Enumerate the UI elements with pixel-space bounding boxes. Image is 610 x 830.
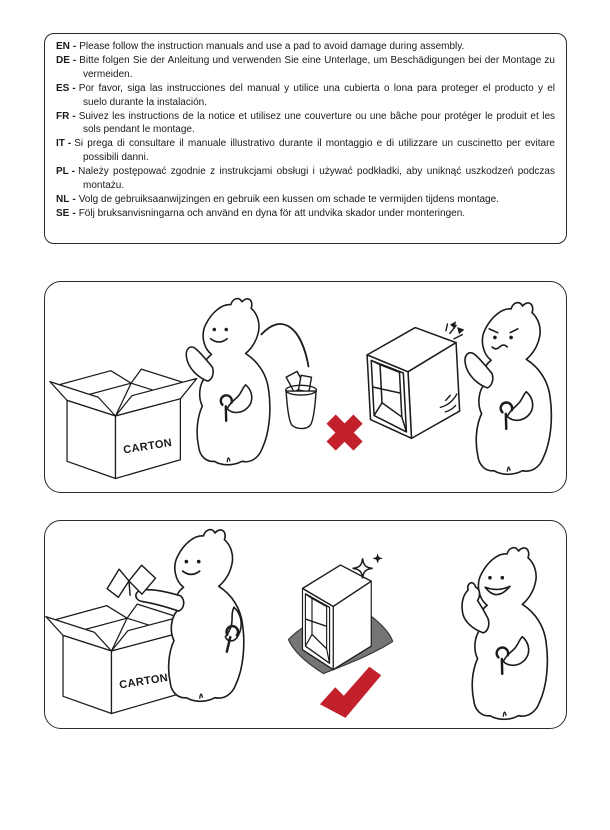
lang-text: Por favor, siga las instrucciones del manual y utilice una cubierta o lona para proteger el producto y el suelo durante la instalación. (78, 82, 555, 108)
separator: - (72, 41, 77, 52)
character-discarding-manual (186, 299, 270, 465)
check-icon (320, 667, 381, 718)
panel-correct-way (44, 520, 567, 729)
separator: - (67, 138, 72, 150)
separator: - (72, 207, 76, 219)
wrong-way-illustration (45, 282, 566, 492)
lang-text: Suivez les instructions de la notice et utilisez une couverture ou une bâche pour protéger le produit et les sols pendant le montage. (78, 110, 555, 136)
lang-code: NL (56, 193, 70, 205)
lang-text: Volg de gebruiksaanwijzingen en gebruik een kussen om schade te vermijden tijdens montage. (78, 193, 499, 205)
character-thumbs-up (462, 548, 547, 720)
lang-text: Please follow the instruction manuals and use a pad to avoid damage during assembly. (79, 41, 465, 52)
instruction-entry-it (56, 137, 555, 165)
instruction-entry-fr (56, 110, 555, 138)
separator: - (72, 82, 76, 94)
lang-code: PL (56, 166, 69, 178)
lang-text: Bitte folgen Sie der Anleitung und verwenden Sie eine Unterlage, um Beschädigungen bei der Montage zu vermeiden. (79, 54, 555, 80)
lang-code: ES (56, 82, 70, 94)
instruction-entry-se (56, 207, 555, 221)
trash-bin (286, 371, 317, 428)
instruction-entry-nl (56, 193, 555, 207)
lang-text: Följ bruksanvisningarna och använd en dyna för att undvika skador under monteringen. (78, 207, 466, 219)
separator: - (72, 193, 76, 205)
throw-arc (261, 324, 308, 366)
instruction-entry-pl (56, 165, 555, 193)
carton-box (50, 369, 197, 478)
lang-code: SE (56, 207, 70, 219)
separator: - (72, 54, 77, 66)
lang-code: EN (56, 41, 70, 52)
cross-icon (318, 406, 372, 460)
instruction-entry-de (56, 54, 555, 82)
lang-code: DE (56, 54, 70, 66)
carton-label: CARTON (122, 436, 174, 457)
lang-code: IT (56, 138, 65, 150)
panel-wrong-way (44, 281, 567, 493)
correct-way-illustration (45, 521, 566, 728)
carton-label: CARTON (118, 671, 170, 692)
instructions-box (44, 33, 567, 244)
separator: - (72, 110, 76, 122)
instruction-entry-en (56, 40, 555, 54)
character-worried (465, 303, 551, 475)
lang-text: Należy postępować zgodnie z instrukcjami obsługi i używać podkładki, aby uniknąć uszkodzeń podczas montażu. (78, 166, 555, 192)
lang-text: Si prega di consultare il manuale illustrativo durante il montaggio e di utilizzare un cuscinetto per evitare possibili danni. (74, 138, 555, 164)
separator: - (71, 166, 76, 178)
instruction-entry-es (56, 82, 555, 110)
lang-code: FR (56, 110, 70, 122)
damaged-cabinet (366, 322, 469, 440)
